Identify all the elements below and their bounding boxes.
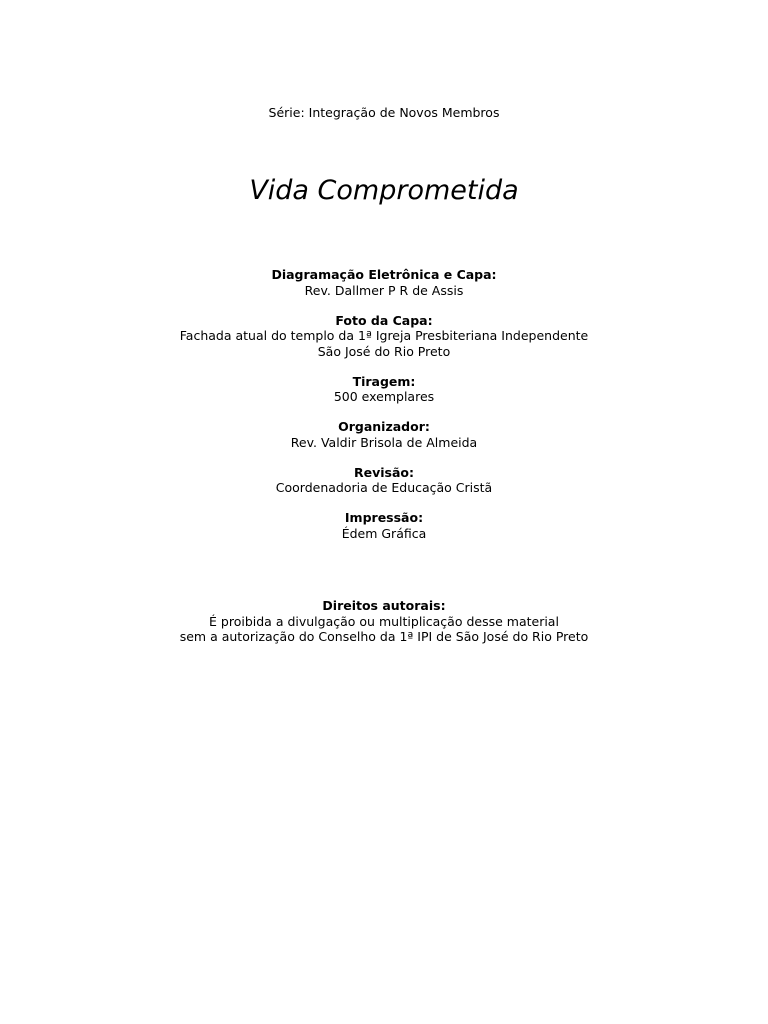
credit-value: Édem Gráfica xyxy=(341,525,427,541)
credit-label: Organizador: xyxy=(338,419,430,434)
credit-printing xyxy=(0,510,768,541)
credit-revision xyxy=(0,465,768,496)
credit-value: Rev. Valdir Brisola de Almeida xyxy=(290,434,478,450)
credits-section xyxy=(0,267,768,556)
credit-label: Foto da Capa: xyxy=(335,312,433,328)
credit-value: 500 exemplares xyxy=(333,389,435,404)
copyright-label: Direitos autorais: xyxy=(322,598,446,613)
credit-value: Fachada atual do templo da 1ª Igreja Presbiteriana Independente xyxy=(179,328,589,343)
credit-label: Revisão: xyxy=(354,464,414,480)
copyright-text: sem a autorização do Conselho da 1ª IPI de São José do Rio Preto xyxy=(179,629,589,644)
series-subtitle: Série: Integração de Novos Membros xyxy=(268,105,500,120)
credit-label: Impressão: xyxy=(344,510,424,525)
credit-label: Diagramação Eletrônica e Capa: xyxy=(271,267,497,282)
credit-value: Coordenadoria de Educação Cristã xyxy=(275,480,493,495)
credit-cover-photo xyxy=(0,313,768,360)
document-title: Vida Comprometida xyxy=(249,175,519,206)
credit-layout-design xyxy=(0,267,768,298)
credit-print-run xyxy=(0,374,768,405)
copyright-text: É proibida a divulgação ou multiplicação desse material xyxy=(209,613,559,629)
credit-organizer xyxy=(0,419,768,450)
credit-value: São José do Rio Preto xyxy=(317,343,451,359)
copyright-section xyxy=(0,598,768,645)
credit-label: Tiragem: xyxy=(352,373,416,389)
credit-value: Rev. Dallmer P R de Assis xyxy=(304,282,464,298)
